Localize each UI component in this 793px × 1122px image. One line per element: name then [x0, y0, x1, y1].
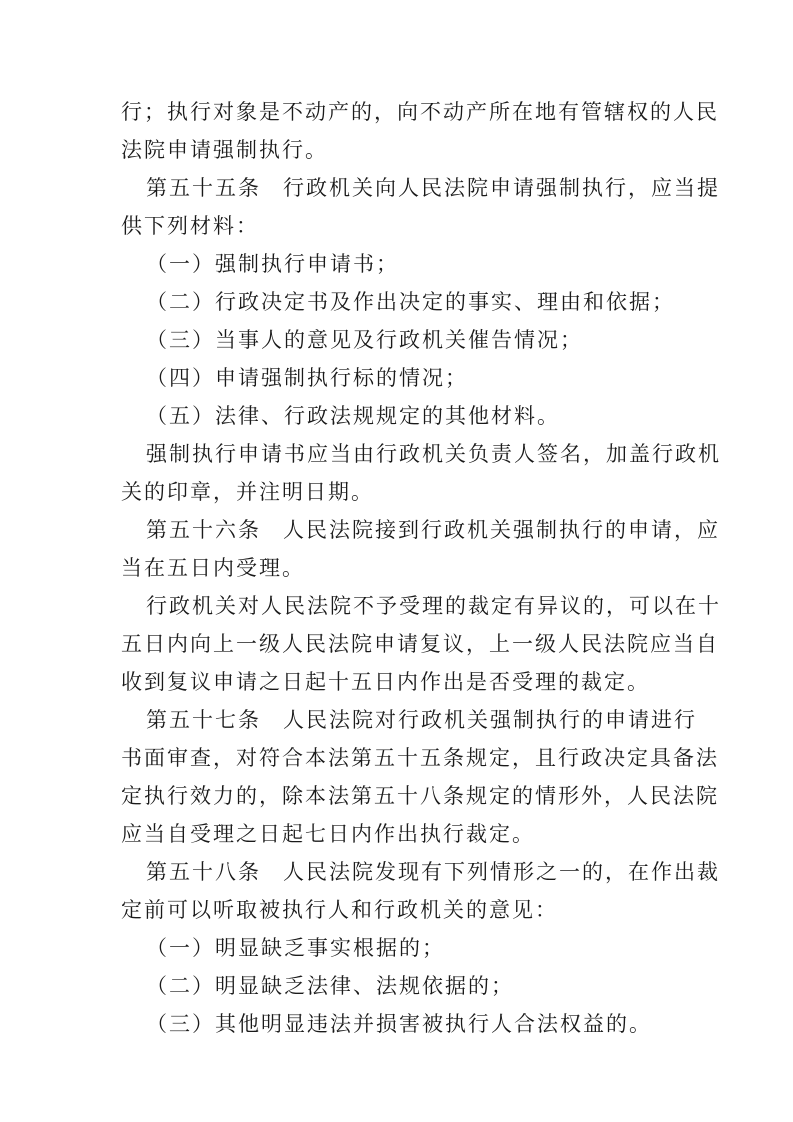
article-55-line: [146, 178, 720, 199]
line-text: 当在五日内受理。: [121, 556, 305, 580]
text-line: [146, 444, 721, 465]
article-number: 第五十七条: [146, 708, 261, 732]
article-number: 第五十六条: [146, 518, 261, 542]
list-item: [146, 1014, 652, 1035]
text-line: [121, 900, 558, 921]
line-text: 行；执行对象是不动产的，向不动产所在地有管辖权的人民: [121, 100, 719, 124]
list-item: [146, 292, 675, 313]
list-item: [146, 938, 445, 959]
text-line: [121, 558, 305, 579]
text-line: [121, 672, 650, 693]
line-text: （一）明显缺乏事实根据的；: [146, 936, 445, 960]
list-item: [146, 976, 514, 997]
line-text: （一）强制执行申请书；: [146, 252, 399, 276]
line-text: 收到复议申请之日起十五日内作出是否受理的裁定。: [121, 670, 650, 694]
text-line: [121, 140, 328, 161]
line-text: 行政机关对人民法院不予受理的裁定有异议的，可以在十: [146, 594, 721, 618]
text-line: [121, 824, 535, 845]
article-number: 第五十五条: [146, 176, 261, 200]
text-line: [146, 596, 721, 617]
text-line: [121, 786, 719, 807]
line-text: （三）其他明显违法并损害被执行人合法权益的。: [146, 1012, 652, 1036]
line-text: （二）行政决定书及作出决定的事实、理由和依据；: [146, 290, 675, 314]
line-text: 定前可以听取被执行人和行政机关的意见：: [121, 898, 558, 922]
article-58-line: [146, 862, 720, 883]
line-text: 强制执行申请书应当由行政机关负责人签名，加盖行政机: [146, 442, 721, 466]
line-text: （二）明显缺乏法律、法规依据的；: [146, 974, 514, 998]
line-text: 人民法院发现有下列情形之一的，在作出裁: [283, 860, 720, 884]
article-number: 第五十八条: [146, 860, 261, 884]
line-text: 供下列材料：: [121, 214, 259, 238]
line-text: 行政机关向人民法院申请强制执行，应当提: [283, 176, 720, 200]
line-text: 人民法院对行政机关强制执行的申请进行: [283, 708, 697, 732]
list-item: [146, 254, 399, 275]
text-line: [121, 482, 374, 503]
line-text: （四）申请强制执行标的情况；: [146, 366, 468, 390]
article-57-line: [146, 710, 697, 731]
article-56-line: [146, 520, 720, 541]
line-text: 法院申请强制执行。: [121, 138, 328, 162]
line-text: （五）法律、行政法规规定的其他材料。: [146, 404, 560, 428]
list-item: [146, 330, 583, 351]
line-text: 关的印章，并注明日期。: [121, 480, 374, 504]
line-text: （三）当事人的意见及行政机关催告情况；: [146, 328, 583, 352]
list-item: [146, 406, 560, 427]
line-text: 应当自受理之日起七日内作出执行裁定。: [121, 822, 535, 846]
text-line: [121, 216, 259, 237]
text-line: [121, 748, 719, 769]
text-line: [121, 102, 719, 123]
line-text: 书面审查，对符合本法第五十五条规定，且行政决定具备法: [121, 746, 719, 770]
line-text: 定执行效力的，除本法第五十八条规定的情形外，人民法院: [121, 784, 719, 808]
list-item: [146, 368, 468, 389]
line-text: 人民法院接到行政机关强制执行的申请，应: [283, 518, 720, 542]
line-text: 五日内向上一级人民法院申请复议，上一级人民法院应当自: [121, 632, 719, 656]
text-line: [121, 634, 719, 655]
